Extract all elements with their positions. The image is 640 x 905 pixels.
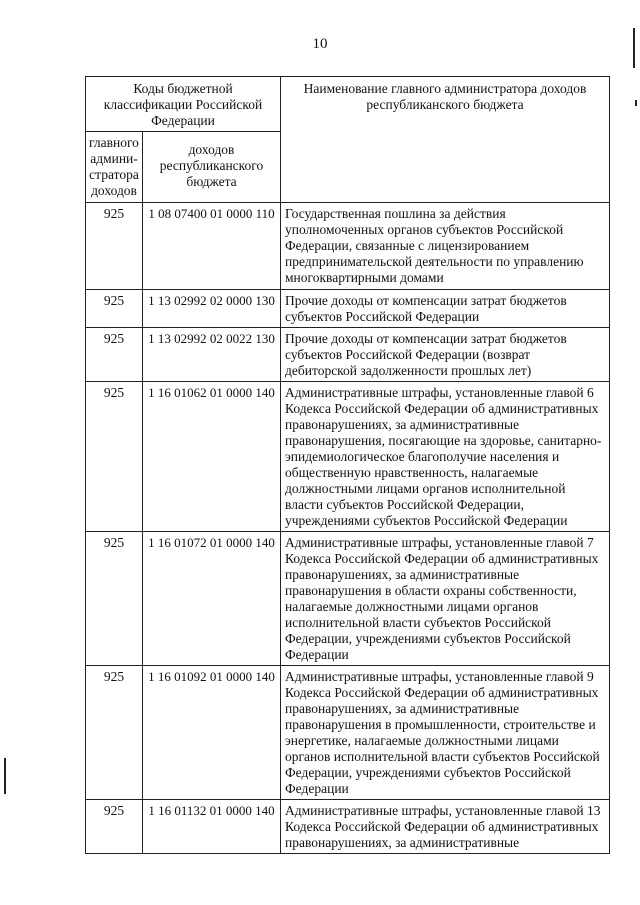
budget-code-cell: 1 16 01092 01 0000 140 bbox=[143, 666, 281, 800]
budget-code-cell: 1 16 01062 01 0000 140 bbox=[143, 382, 281, 532]
admin-code-cell: 925 bbox=[86, 203, 143, 290]
page-number: 10 bbox=[312, 36, 328, 52]
table-row bbox=[86, 328, 610, 382]
admin-code-cell: 925 bbox=[86, 800, 143, 854]
codes-group-header: Коды бюджетной классификации Российской Федерации bbox=[86, 77, 281, 132]
name-column-header: Наименование главного администратора доходов республиканского бюджета bbox=[281, 77, 610, 203]
budget-code-cell: 1 08 07400 01 0000 110 bbox=[143, 203, 281, 290]
revenue-name-cell: Государственная пошлина за действия уполномоченных органов субъектов Российской Федерации, связанные с лицензированием предпринимательской деятельности по управлению многоквартирными домами bbox=[281, 203, 610, 290]
revenue-name-cell: Административные штрафы, установленные главой 7 Кодекса Российской Федерации об административных правонарушениях, за административные правонарушения в области охраны собственности, налагаемые должностными лицами органов исполнительной власти субъектов Российской Федерации, учреждениями субъектов Российской Федерации bbox=[281, 532, 610, 666]
admin-code-cell: 925 bbox=[86, 666, 143, 800]
scan-edge-mark bbox=[4, 758, 6, 794]
revenue-name-cell: Административные штрафы, установленные главой 9 Кодекса Российской Федерации об административных правонарушениях, за административные правонарушения в промышленности, строительстве и энергетике, налагаемые должностными лицами органов исполнительной власти субъектов Российской Федерации, учреждениями субъектов Российской Федерации bbox=[281, 666, 610, 800]
revenue-name-cell: Прочие доходы от компенсации затрат бюджетов субъектов Российской Федерации (возврат дебиторской задолженности прошлых лет) bbox=[281, 328, 610, 382]
budget-code-cell: 1 16 01072 01 0000 140 bbox=[143, 532, 281, 666]
budget-code-cell: 1 13 02992 02 0000 130 bbox=[143, 290, 281, 328]
admin-code-cell: 925 bbox=[86, 382, 143, 532]
budget-classification-table bbox=[85, 76, 610, 854]
table-row bbox=[86, 532, 610, 666]
admin-code-cell: 925 bbox=[86, 532, 143, 666]
budget-code-cell: 1 16 01132 01 0000 140 bbox=[143, 800, 281, 854]
table-row bbox=[86, 203, 610, 290]
revenue-name-cell: Административные штрафы, установленные главой 6 Кодекса Российской Федерации об административных правонарушениях, за административные правонарушения, посягающие на здоровье, санитарно-эпидемиологическое благополучие населения и общественную нравственность, налагаемые должностными лицами органов исполнительной власти субъектов Российской Федерации, учреждениями субъектов Российской Федерации bbox=[281, 382, 610, 532]
admin-code-cell: 925 bbox=[86, 328, 143, 382]
table-row bbox=[86, 666, 610, 800]
table-row bbox=[86, 290, 610, 328]
revenue-name-cell: Прочие доходы от компенсации затрат бюджетов субъектов Российской Федерации bbox=[281, 290, 610, 328]
table-row bbox=[86, 382, 610, 532]
scan-edge-mark bbox=[635, 100, 637, 106]
budget-code-cell: 1 13 02992 02 0022 130 bbox=[143, 328, 281, 382]
table-row bbox=[86, 800, 610, 854]
admin-code-cell: 925 bbox=[86, 290, 143, 328]
scan-edge-mark bbox=[633, 28, 635, 68]
revenue-column-header: доходов республиканского бюджета bbox=[143, 132, 281, 203]
revenue-name-cell: Административные штрафы, установленные главой 13 Кодекса Российской Федерации об административных правонарушениях, за административные bbox=[281, 800, 610, 854]
admin-column-header: главного админи-стратора доходов bbox=[86, 132, 143, 203]
table-header-row bbox=[86, 77, 610, 132]
